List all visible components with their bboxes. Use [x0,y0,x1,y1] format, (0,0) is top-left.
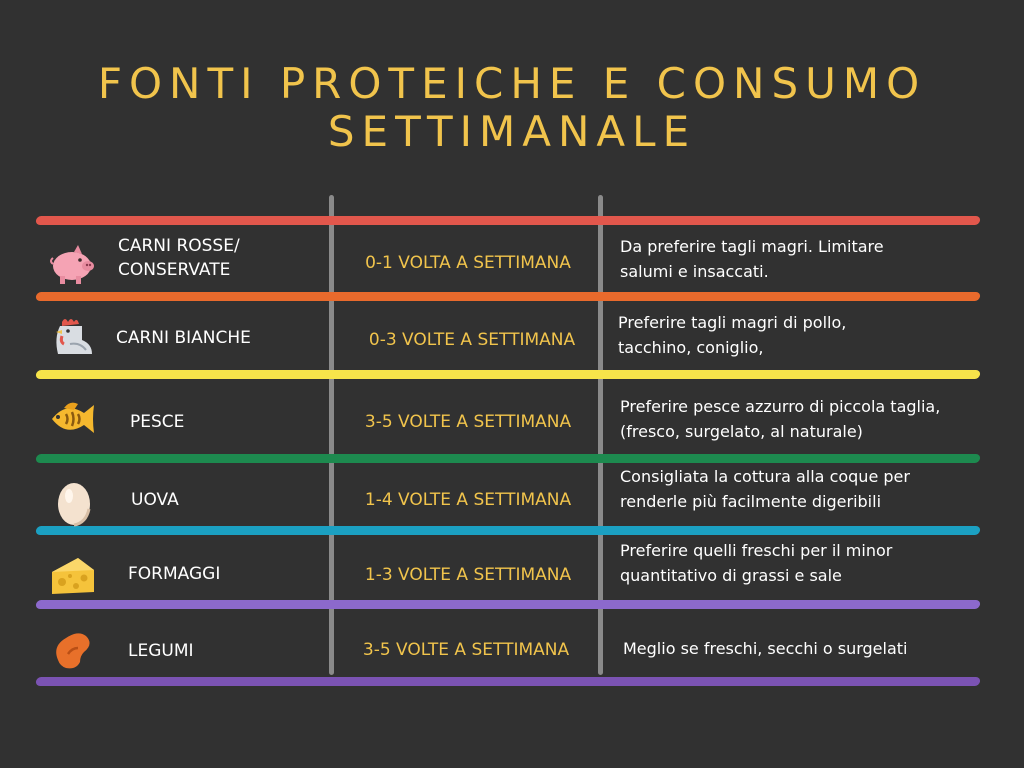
page-title [0,60,1024,156]
divider-teal [35,526,980,535]
frequency-label: 3-5 VOLTE A SETTIMANA [362,640,570,660]
divider-red [35,216,980,225]
note-text: Da preferire tagli magri. Limitare salumi e insaccati. [620,237,884,281]
egg-icon [48,472,98,522]
category-label: UOVA [131,490,179,510]
chicken-icon [48,314,98,364]
title-line-2: SETTIMANALE [327,107,697,156]
divider-purple [35,677,980,686]
table-row [0,540,1024,600]
table-row [0,392,1024,452]
cheese-icon [48,550,98,600]
table-row [0,310,1024,370]
frequency-label: 1-4 VOLTE A SETTIMANA [364,490,572,510]
note-text: Preferire tagli magri di pollo, tacchino, coniglio, [618,313,847,357]
note-text: Preferire quelli freschi per il minor quantitativo di grassi e sale [620,541,893,585]
frequency-label: 0-1 VOLTA A SETTIMANA [365,253,571,273]
note-text: Preferire pesce azzurro di piccola taglia, (fresco, surgelato, al naturale) [620,397,941,441]
table-row [0,466,1024,526]
table-row [0,618,1024,678]
pig-icon [48,238,98,288]
note-text: Meglio se freschi, secchi o surgelati [623,639,908,658]
category-label: PESCE [130,412,185,432]
title-line-1: FONTI PROTEICHE E CONSUMO [97,59,927,108]
divider-orange [35,292,980,301]
divider-yellow [35,370,980,379]
table-row [0,232,1024,292]
category-label: CARNI BIANCHE [116,328,251,348]
bean-icon [48,624,98,674]
category-label: FORMAGGI [128,564,221,584]
divider-violet [35,600,980,609]
frequency-label: 0-3 VOLTE A SETTIMANA [368,330,576,350]
fish-icon [48,394,98,444]
category-label: CARNI ROSSE/ CONSERVATE [118,236,240,280]
category-label: LEGUMI [128,641,194,661]
divider-green [35,454,980,463]
note-text: Consigliata la cottura alla coque per renderle più facilmente digeribili [620,467,910,511]
frequency-label: 1-3 VOLTE A SETTIMANA [364,565,572,585]
frequency-label: 3-5 VOLTE A SETTIMANA [364,412,572,432]
